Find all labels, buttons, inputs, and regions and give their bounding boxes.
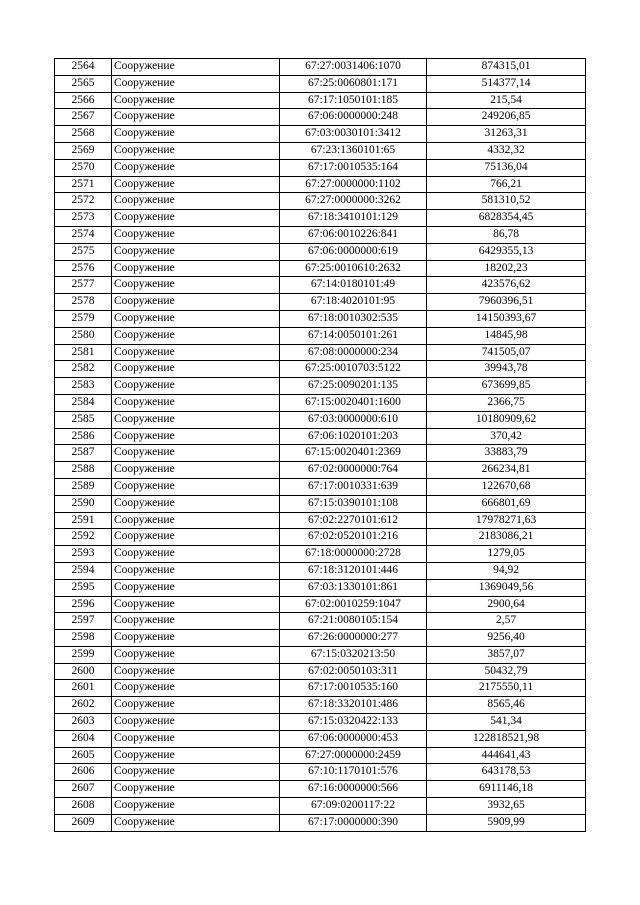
cadastral-number-cell: 67:25:0090201:135 — [280, 378, 427, 395]
row-number-cell: 2594 — [55, 562, 112, 579]
row-number-cell: 2571 — [55, 176, 112, 193]
cadastral-value-cell: 75136,04 — [427, 159, 586, 176]
row-number-cell: 2607 — [55, 781, 112, 798]
table-row — [55, 781, 586, 798]
row-number-cell: 2584 — [55, 394, 112, 411]
object-type-cell: Сооружение — [112, 75, 280, 92]
cadastral-value-cell: 33883,79 — [427, 445, 586, 462]
object-type-cell: Сооружение — [112, 579, 280, 596]
table-row — [55, 92, 586, 109]
row-number-cell: 2581 — [55, 344, 112, 361]
table-row — [55, 361, 586, 378]
table-row — [55, 697, 586, 714]
row-number-cell: 2578 — [55, 294, 112, 311]
row-number-cell: 2596 — [55, 596, 112, 613]
object-type-cell: Сооружение — [112, 226, 280, 243]
cadastral-number-cell: 67:06:1020101:203 — [280, 428, 427, 445]
cadastral-number-cell: 67:25:0010703:5122 — [280, 361, 427, 378]
cadastral-value-cell: 4332,32 — [427, 142, 586, 159]
row-number-cell: 2570 — [55, 159, 112, 176]
cadastral-number-cell: 67:14:0050101:261 — [280, 327, 427, 344]
cadastral-number-cell: 67:18:3410101:129 — [280, 210, 427, 227]
cadastral-value-cell: 50432,79 — [427, 663, 586, 680]
object-type-cell: Сооружение — [112, 210, 280, 227]
cadastral-number-cell: 67:23:1360101:65 — [280, 142, 427, 159]
table-row — [55, 495, 586, 512]
cadastral-number-cell: 67:15:0020401:2369 — [280, 445, 427, 462]
cadastral-value-cell: 741505,07 — [427, 344, 586, 361]
cadastral-number-cell: 67:02:2270101:612 — [280, 512, 427, 529]
table-row — [55, 663, 586, 680]
row-number-cell: 2586 — [55, 428, 112, 445]
object-type-cell: Сооружение — [112, 344, 280, 361]
table-row — [55, 176, 586, 193]
cadastral-value-cell: 666801,69 — [427, 495, 586, 512]
cadastral-number-cell: 67:18:3120101:446 — [280, 562, 427, 579]
object-type-cell: Сооружение — [112, 428, 280, 445]
cadastral-number-cell: 67:17:0000000:390 — [280, 814, 427, 831]
object-type-cell: Сооружение — [112, 764, 280, 781]
object-type-cell: Сооружение — [112, 814, 280, 831]
cadastral-value-cell: 766,21 — [427, 176, 586, 193]
row-number-cell: 2590 — [55, 495, 112, 512]
table-row — [55, 814, 586, 831]
cadastral-value-cell: 673699,85 — [427, 378, 586, 395]
row-number-cell: 2591 — [55, 512, 112, 529]
object-type-cell: Сооружение — [112, 529, 280, 546]
table-row — [55, 109, 586, 126]
row-number-cell: 2600 — [55, 663, 112, 680]
table-row — [55, 478, 586, 495]
table-row — [55, 630, 586, 647]
object-type-cell: Сооружение — [112, 294, 280, 311]
row-number-cell: 2567 — [55, 109, 112, 126]
row-number-cell: 2595 — [55, 579, 112, 596]
cadastral-number-cell: 67:27:0000000:1102 — [280, 176, 427, 193]
table-row — [55, 747, 586, 764]
cadastral-number-cell: 67:02:0520101:216 — [280, 529, 427, 546]
row-number-cell: 2575 — [55, 243, 112, 260]
cadastral-number-cell: 67:18:3320101:486 — [280, 697, 427, 714]
cadastral-value-cell: 444641,43 — [427, 747, 586, 764]
cadastral-value-cell: 17978271,63 — [427, 512, 586, 529]
table-row — [55, 75, 586, 92]
cadastral-value-cell: 2175550,11 — [427, 680, 586, 697]
cadastral-value-cell: 94,92 — [427, 562, 586, 579]
cadastral-number-cell: 67:17:1050101:185 — [280, 92, 427, 109]
table-row — [55, 344, 586, 361]
object-type-cell: Сооружение — [112, 126, 280, 143]
cadastral-value-cell: 370,42 — [427, 428, 586, 445]
object-type-cell: Сооружение — [112, 646, 280, 663]
cadastral-value-cell: 1369049,56 — [427, 579, 586, 596]
cadastral-number-cell: 67:03:1330101:861 — [280, 579, 427, 596]
row-number-cell: 2603 — [55, 714, 112, 731]
object-type-cell: Сооружение — [112, 109, 280, 126]
cadastral-value-cell: 2366,75 — [427, 394, 586, 411]
cadastral-number-cell: 67:14:0180101:49 — [280, 277, 427, 294]
row-number-cell: 2598 — [55, 630, 112, 647]
cadastral-number-cell: 67:06:0010226:841 — [280, 226, 427, 243]
cadastral-value-cell: 6429355,13 — [427, 243, 586, 260]
cadastral-number-cell: 67:25:0060801:171 — [280, 75, 427, 92]
cadastral-number-cell: 67:02:0000000:764 — [280, 462, 427, 479]
cadastral-value-cell: 18202,23 — [427, 260, 586, 277]
row-number-cell: 2588 — [55, 462, 112, 479]
cadastral-value-cell: 581310,52 — [427, 193, 586, 210]
table-row — [55, 243, 586, 260]
row-number-cell: 2577 — [55, 277, 112, 294]
cadastral-value-cell: 39943,78 — [427, 361, 586, 378]
row-number-cell: 2587 — [55, 445, 112, 462]
object-type-cell: Сооружение — [112, 260, 280, 277]
row-number-cell: 2604 — [55, 730, 112, 747]
row-number-cell: 2583 — [55, 378, 112, 395]
cadastral-value-cell: 6911146,18 — [427, 781, 586, 798]
object-type-cell: Сооружение — [112, 495, 280, 512]
cadastral-number-cell: 67:06:0000000:248 — [280, 109, 427, 126]
cadastral-value-cell: 514377,14 — [427, 75, 586, 92]
cadastral-value-cell: 215,54 — [427, 92, 586, 109]
table-row — [55, 714, 586, 731]
object-type-cell: Сооружение — [112, 630, 280, 647]
cadastral-value-cell: 8565,46 — [427, 697, 586, 714]
table-row — [55, 764, 586, 781]
cadastral-number-cell: 67:10:1170101:576 — [280, 764, 427, 781]
cadastral-value-cell: 6828354,45 — [427, 210, 586, 227]
cadastral-value-cell: 122818521,98 — [427, 730, 586, 747]
object-type-cell: Сооружение — [112, 730, 280, 747]
row-number-cell: 2565 — [55, 75, 112, 92]
cadastral-number-cell: 67:18:4020101:95 — [280, 294, 427, 311]
cadastral-number-cell: 67:08:0000000:234 — [280, 344, 427, 361]
object-type-cell: Сооружение — [112, 310, 280, 327]
object-type-cell: Сооружение — [112, 445, 280, 462]
object-type-cell: Сооружение — [112, 512, 280, 529]
cadastral-number-cell: 67:15:0020401:1600 — [280, 394, 427, 411]
cadastral-number-cell: 67:03:0000000:610 — [280, 411, 427, 428]
table-row — [55, 579, 586, 596]
row-number-cell: 2568 — [55, 126, 112, 143]
table-row — [55, 210, 586, 227]
object-type-cell: Сооружение — [112, 462, 280, 479]
object-type-cell: Сооружение — [112, 714, 280, 731]
object-type-cell: Сооружение — [112, 680, 280, 697]
row-number-cell: 2608 — [55, 798, 112, 815]
object-type-cell: Сооружение — [112, 92, 280, 109]
cadastral-value-cell: 1279,05 — [427, 546, 586, 563]
table-row — [55, 310, 586, 327]
cadastral-number-cell: 67:18:0010302:535 — [280, 310, 427, 327]
cadastral-value-cell: 122670,68 — [427, 478, 586, 495]
cadastral-number-cell: 67:27:0031406:1070 — [280, 59, 427, 76]
object-type-cell: Сооружение — [112, 243, 280, 260]
table-row — [55, 378, 586, 395]
table-row — [55, 529, 586, 546]
row-number-cell: 2585 — [55, 411, 112, 428]
row-number-cell: 2602 — [55, 697, 112, 714]
table-row — [55, 445, 586, 462]
row-number-cell: 2580 — [55, 327, 112, 344]
cadastral-number-cell: 67:25:0010610:2632 — [280, 260, 427, 277]
table-row — [55, 596, 586, 613]
cadastral-number-cell: 67:21:0080105:154 — [280, 613, 427, 630]
cadastral-number-cell: 67:18:0000000:2728 — [280, 546, 427, 563]
cadastral-number-cell: 67:16:0000000:566 — [280, 781, 427, 798]
cadastral-number-cell: 67:02:0050103:311 — [280, 663, 427, 680]
cadastral-value-cell: 9256,40 — [427, 630, 586, 647]
row-number-cell: 2597 — [55, 613, 112, 630]
object-type-cell: Сооружение — [112, 176, 280, 193]
row-number-cell: 2569 — [55, 142, 112, 159]
cadastral-number-cell: 67:03:0030101:3412 — [280, 126, 427, 143]
object-type-cell: Сооружение — [112, 193, 280, 210]
table-row — [55, 730, 586, 747]
row-number-cell: 2605 — [55, 747, 112, 764]
table-row — [55, 680, 586, 697]
cadastral-value-cell: 423576,62 — [427, 277, 586, 294]
cadastral-value-cell: 874315,01 — [427, 59, 586, 76]
cadastral-value-cell: 31263,31 — [427, 126, 586, 143]
table-row — [55, 142, 586, 159]
object-type-cell: Сооружение — [112, 378, 280, 395]
cadastral-value-cell: 2900,64 — [427, 596, 586, 613]
row-number-cell: 2589 — [55, 478, 112, 495]
table-row — [55, 277, 586, 294]
cadastral-number-cell: 67:09:0200117:22 — [280, 798, 427, 815]
table-row — [55, 294, 586, 311]
object-type-cell: Сооружение — [112, 59, 280, 76]
cadastral-value-cell: 643178,53 — [427, 764, 586, 781]
cadastral-number-cell: 67:06:0000000:453 — [280, 730, 427, 747]
cadastral-number-cell: 67:15:0320422:133 — [280, 714, 427, 731]
table-row — [55, 562, 586, 579]
object-type-cell: Сооружение — [112, 159, 280, 176]
cadastral-value-cell: 249206,85 — [427, 109, 586, 126]
cadastral-number-cell: 67:06:0000000:619 — [280, 243, 427, 260]
row-number-cell: 2566 — [55, 92, 112, 109]
object-type-cell: Сооружение — [112, 277, 280, 294]
object-type-cell: Сооружение — [112, 478, 280, 495]
table-row — [55, 59, 586, 76]
object-type-cell: Сооружение — [112, 781, 280, 798]
object-type-cell: Сооружение — [112, 546, 280, 563]
cadastral-value-cell: 2,57 — [427, 613, 586, 630]
table-row — [55, 428, 586, 445]
cadastral-value-cell: 14845,98 — [427, 327, 586, 344]
object-type-cell: Сооружение — [112, 596, 280, 613]
row-number-cell: 2599 — [55, 646, 112, 663]
table-row — [55, 226, 586, 243]
cadastral-value-cell: 5909,99 — [427, 814, 586, 831]
row-number-cell: 2579 — [55, 310, 112, 327]
object-type-cell: Сооружение — [112, 361, 280, 378]
object-type-cell: Сооружение — [112, 142, 280, 159]
row-number-cell: 2601 — [55, 680, 112, 697]
cadastral-value-cell: 14150393,67 — [427, 310, 586, 327]
row-number-cell: 2573 — [55, 210, 112, 227]
object-type-cell: Сооружение — [112, 747, 280, 764]
cadastral-number-cell: 67:26:0000000:277 — [280, 630, 427, 647]
cadastral-number-cell: 67:15:0390101:108 — [280, 495, 427, 512]
object-type-cell: Сооружение — [112, 394, 280, 411]
cadastral-number-cell: 67:02:0010259:1047 — [280, 596, 427, 613]
cadastral-value-cell: 7960396,51 — [427, 294, 586, 311]
row-number-cell: 2593 — [55, 546, 112, 563]
object-type-cell: Сооружение — [112, 411, 280, 428]
row-number-cell: 2609 — [55, 814, 112, 831]
cadastral-number-cell: 67:27:0000000:3262 — [280, 193, 427, 210]
table-row — [55, 327, 586, 344]
row-number-cell: 2564 — [55, 59, 112, 76]
cadastral-value-cell: 266234,81 — [427, 462, 586, 479]
object-type-cell: Сооружение — [112, 663, 280, 680]
table-row — [55, 260, 586, 277]
table-row — [55, 411, 586, 428]
cadastral-number-cell: 67:27:0000000:2459 — [280, 747, 427, 764]
cadastral-number-cell: 67:17:0010535:164 — [280, 159, 427, 176]
row-number-cell: 2592 — [55, 529, 112, 546]
table-row — [55, 798, 586, 815]
table-row — [55, 159, 586, 176]
row-number-cell: 2582 — [55, 361, 112, 378]
cadastral-number-cell: 67:17:0010535:160 — [280, 680, 427, 697]
table-row — [55, 646, 586, 663]
table-row — [55, 462, 586, 479]
registry-table-body — [55, 59, 586, 832]
object-type-cell: Сооружение — [112, 697, 280, 714]
table-row — [55, 512, 586, 529]
cadastral-value-cell: 2183086,21 — [427, 529, 586, 546]
cadastral-number-cell: 67:15:0320213:50 — [280, 646, 427, 663]
cadastral-value-cell: 3857,07 — [427, 646, 586, 663]
table-row — [55, 546, 586, 563]
object-type-cell: Сооружение — [112, 327, 280, 344]
cadastral-value-cell: 86,78 — [427, 226, 586, 243]
object-type-cell: Сооружение — [112, 562, 280, 579]
cadastral-value-cell: 541,34 — [427, 714, 586, 731]
row-number-cell: 2572 — [55, 193, 112, 210]
object-type-cell: Сооружение — [112, 798, 280, 815]
table-row — [55, 613, 586, 630]
table-row — [55, 126, 586, 143]
table-row — [55, 193, 586, 210]
row-number-cell: 2576 — [55, 260, 112, 277]
row-number-cell: 2574 — [55, 226, 112, 243]
row-number-cell: 2606 — [55, 764, 112, 781]
object-type-cell: Сооружение — [112, 613, 280, 630]
cadastral-number-cell: 67:17:0010331:639 — [280, 478, 427, 495]
table-row — [55, 394, 586, 411]
registry-table — [54, 58, 586, 832]
cadastral-value-cell: 3932,65 — [427, 798, 586, 815]
cadastral-value-cell: 10180909,62 — [427, 411, 586, 428]
